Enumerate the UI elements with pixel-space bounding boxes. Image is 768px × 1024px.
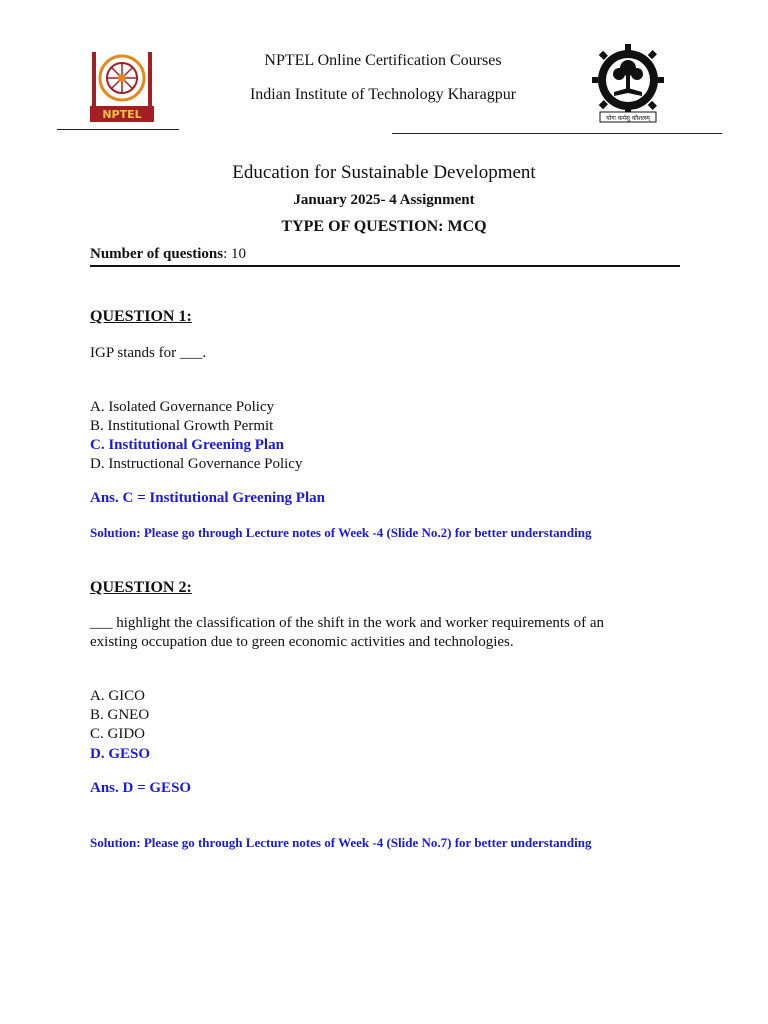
question-2-option-d-correct: D. GESO: [90, 746, 151, 762]
question-1-option-a: A. Isolated Governance Policy: [90, 399, 275, 415]
question-type: TYPE OF QUESTION: MCQ: [281, 218, 487, 235]
question-2-option-a: A. GICO: [90, 688, 145, 704]
nptel-logo-text: NPTEL: [102, 108, 142, 121]
number-of-questions: [90, 246, 246, 263]
question-2-solution: Solution: Please go through Lecture notes of Week -4 (Slide No.7) for better understanding: [90, 835, 592, 850]
question-1-option-c-correct: C. Institutional Greening Plan: [90, 437, 284, 453]
question-2-option-b: B. GNEO: [90, 707, 150, 723]
question-2-answer: Ans. D = GESO: [90, 780, 192, 796]
nptel-logo: [88, 50, 156, 124]
question-1-option-b: B. Institutional Growth Permit: [90, 418, 274, 434]
question-2-text-line-2: existing occupation due to green economic activities and technologies.: [90, 634, 514, 650]
assignment-title: January 2025- 4 Assignment: [293, 192, 475, 208]
number-of-questions-value: : 10: [223, 246, 246, 262]
question-1-answer: Ans. C = Institutional Greening Plan: [90, 490, 325, 506]
header-line-1: NPTEL Online Certification Courses: [264, 52, 502, 69]
header-rule-left: [57, 129, 179, 130]
question-2-option-c: C. GIDO: [90, 726, 145, 742]
number-of-questions-label: Number of questions: [90, 246, 224, 262]
question-1-text: IGP stands for ___.: [90, 345, 207, 361]
question-1-solution: Solution: Please go through Lecture notes of Week -4 (Slide No.2) for better understanding: [90, 525, 592, 540]
question-2-text: ___ highlight the classification of the shift in the work and worker requirements of an: [90, 615, 605, 631]
title-divider: [90, 265, 680, 267]
iit-logo-motto: योगः कर्मसु कौशलम्: [606, 115, 650, 122]
question-1-option-d: D. Instructional Governance Policy: [90, 456, 303, 472]
question-2-heading: QUESTION 2:: [90, 579, 192, 596]
question-1-heading: QUESTION 1:: [90, 308, 192, 325]
header-line-2: Indian Institute of Technology Kharagpur: [249, 86, 517, 103]
course-title: Education for Sustainable Development: [232, 162, 536, 183]
header-rule-right: [392, 133, 722, 134]
